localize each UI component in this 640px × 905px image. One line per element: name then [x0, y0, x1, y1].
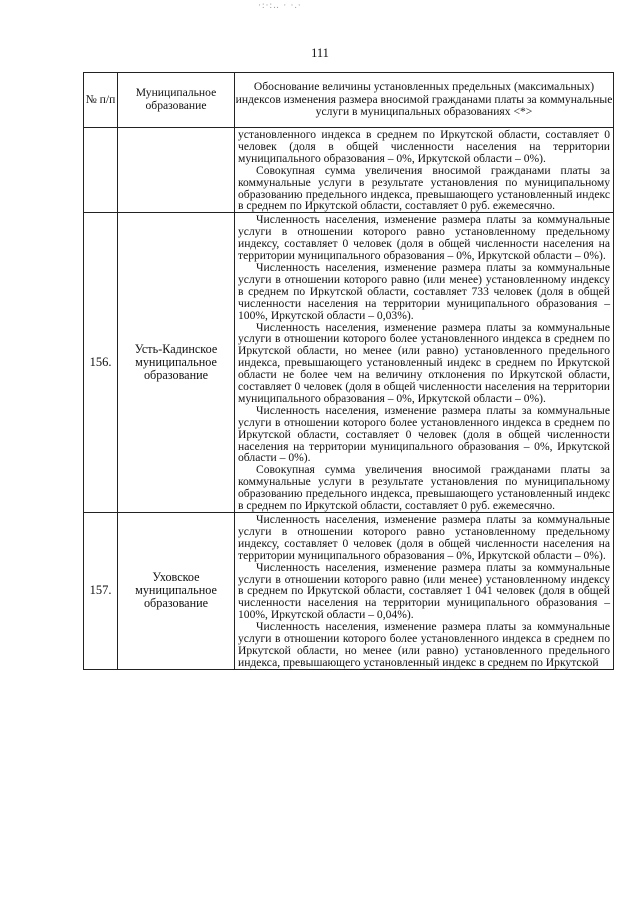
row-municipality: Усть-Кадинское муниципальное образование [118, 213, 235, 513]
paragraph: Численность населения, изменение размера платы за коммунальные услуги в отношении которого равно установленному предельному индексу, составляет 0 человек (доля в общей численности населения на территории муниципального образования – 0%, Иркутской области – 0%). [238, 513, 610, 562]
paragraph: Численность населения, изменение размера платы за коммунальные услуги в отношении которого равно (или менее) установленному индексу в среднем по Иркутской области, составляет 1 041 человек (доля в общей численности населения на территории муниципального образования – 100%, Иркутской области – 0,04%). [238, 560, 610, 622]
row-num [84, 128, 118, 213]
table-header-row [84, 73, 614, 128]
paragraph: Совокупная сумма увеличения вносимой гражданами платы за коммунальные услуги в результате установления по муниципальному образованию предельного индекса, превышающего установленный индекс в среднем по Иркутской области, составляет 0 руб. ежемесячно. [238, 463, 610, 513]
paragraph: Численность населения, изменение размера платы за коммунальные услуги в отношении которого равно (или менее) установленному индексу в среднем по Иркутской области, составляет 733 человек (доля в общей численности населения на территории муниципального образования – 100%, Иркутской области – 0,03%). [238, 260, 610, 322]
paragraph: установленного индекса в среднем по Иркутской области, составляет 0 человек (доля в общей численности населения на территории муниципального образования – 0%, Иркутской области – 0%). [238, 128, 610, 165]
row-municipality: Уховское муниципальное образование [118, 513, 235, 670]
row-justification [235, 513, 614, 670]
header-num: № п/п [84, 73, 118, 128]
scan-artifact: ·:·:‥ · ·.· [258, 0, 302, 10]
row-num: 157. [84, 513, 118, 670]
justification-table [83, 72, 614, 670]
table-row [84, 513, 614, 670]
header-municipality: Муниципальное образование [118, 73, 235, 128]
page-number: 111 [311, 46, 329, 60]
row-num: 156. [84, 213, 118, 513]
table-row [84, 128, 614, 213]
paragraph: Численность населения, изменение размера платы за коммунальные услуги в отношении которого более установленного индекса в среднем по Иркутской области, составляет 0 человек (доля в общей численности населения на территории муниципального образования – 0%, Иркутской области – 0%). [238, 403, 610, 465]
row-municipality [118, 128, 235, 213]
paragraph: Совокупная сумма увеличения вносимой гражданами платы за коммунальные услуги в результате установления по муниципальному образованию предельного индекса, превышающего установленный индекс в среднем по Иркутской области, составляет 0 руб. ежемесячно. [238, 163, 610, 213]
table-row [84, 213, 614, 513]
paragraph: Численность населения, изменение размера платы за коммунальные услуги в отношении которого более установленного индекса в среднем по Иркутской области, но менее (или равно) установленного предельного индекса, превышающего установленный индекс в среднем по Иркутской области не более чем на величину отклонения по Иркутской области, составляет 0 человек (доля в общей численности населения на территории муниципального образования – 0%, Иркутской области – 0%). [238, 320, 610, 405]
header-justification: Обоснование величины установленных предельных (максимальных) индексов изменения размера вносимой гражданами платы за коммунальные услуги в муниципальных образованиях <*> [235, 73, 614, 128]
paragraph: Численность населения, изменение размера платы за коммунальные услуги в отношении которого более установленного индекса в среднем по Иркутской области, но менее (или равно) установленного предельного индекса, превышающего установленный индекс в среднем по Иркутской [238, 620, 610, 669]
paragraph: Численность населения, изменение размера платы за коммунальные услуги в отношении которого равно установленному предельному индексу, составляет 0 человек (доля в общей численности населения на территории муниципального образования – 0%, Иркутской области – 0%). [238, 213, 610, 263]
row-justification [235, 213, 614, 513]
row-justification [235, 128, 614, 213]
